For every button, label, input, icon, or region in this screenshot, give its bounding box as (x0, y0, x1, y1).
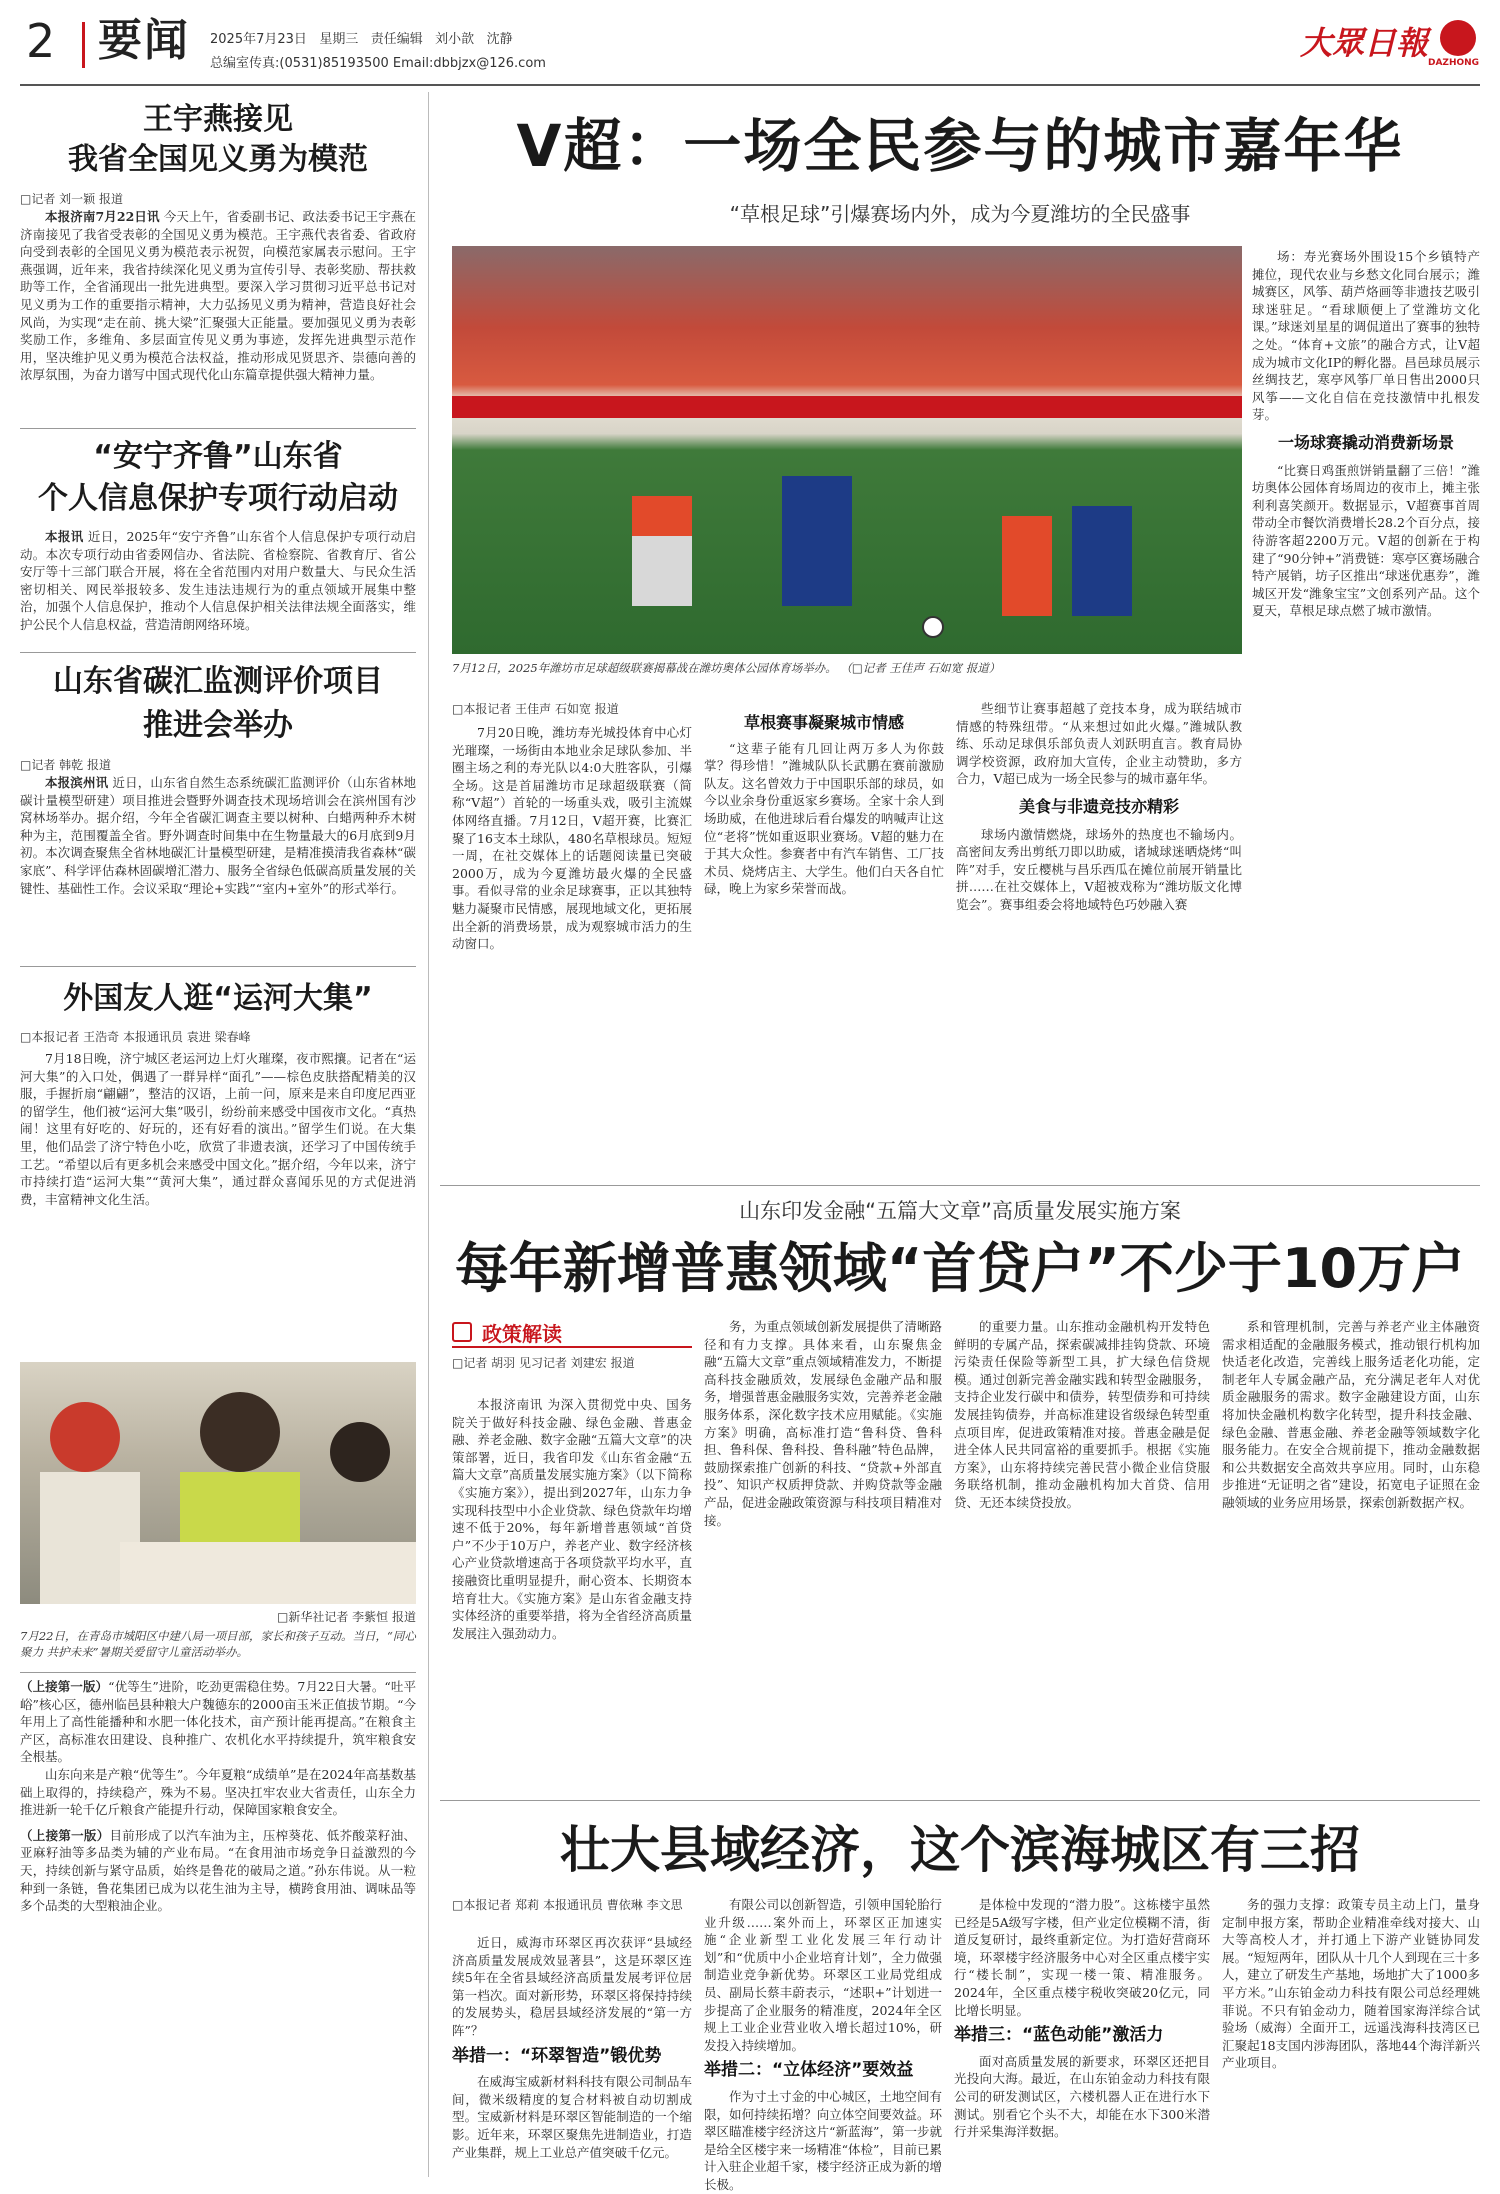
article-text-2: “比赛日鸡蛋煎饼销量翻了三倍！”潍坊奥体公园体育场周边的夜市上，摊主张利利喜笑颜开。数据显示，V超赛事首周带动全市餐饮消费增长28.2个百分点，接待游客超2200万元。V超的创新在于构建了“90分钟+”消费链：寒亭区赛场融合特产展销，坊子区推出“球迷优惠券”，潍城区开发“潍象宝宝”文创系列产品。这个夏天，草根足球点燃了城市激情。 (1252, 462, 1480, 619)
article-text: 的重要力量。山东推动金融机构开发特色鲜明的专属产品，探索碳减排挂钩贷款、环境污染责任保险等新型工具，扩大绿色信贷规模。通过创新完善金融实践和转型金融服务，支持企业发行碳中和债券，转型债券和可持续发展挂钩债券，并高标准建设省级绿色转型重点项目库，促进政策精准对接。普惠金融是促进全体人民共同富裕的重要抓手。根据《实施方案》，山东将持续完善民营小微企业信贷服务联络机制，推动金融机构加大首贷、信用贷、无还本续贷投放。 (954, 1319, 1210, 1510)
article-carbon-sink (20, 660, 416, 960)
photo-summer-children (20, 1362, 416, 1604)
issue-weekday: 星期三 (319, 32, 359, 47)
policy-tag-label: 政策解读 (482, 1322, 562, 1346)
section-title: 要闻 (98, 15, 190, 66)
section-subhead: 美食与非遗竞技亦精彩 (1018, 796, 1179, 816)
caption-text: 7月12日，2025年潍坊市足球超级联赛揭幕战在潍坊奥体公园体育场举办。 (452, 661, 837, 675)
article-text: 有限公司以创新智造，引领申国轮胎行业升级……案外而上，环翠区正加速实施“企业新型工业化发展三年行动计划”和“优质中小企业培育计划”，全力做强制造业竞争新优势。环翠区工业局党组成员、副局长蔡丰蔚表示，“述职+”计划进一步提高了企业服务的精准度，2024年全区规上工业企业营业收入增长超过10%，研发投入持续增加。 (704, 1897, 942, 2053)
photo-credit: □新华社记者 李紫恒 报道 (277, 1610, 416, 1624)
editor-name: 刘小歆 (435, 32, 475, 47)
article-body (20, 774, 416, 897)
continuation-head-2: （上接第一版） (20, 1827, 110, 1843)
policy-tag-icon (452, 1322, 472, 1342)
article-text: 本报济南讯 为深入贯彻党中央、国务院关于做好科技金融、绿色金融、普惠金融、养老金融、数字金融“五篇大文章”的决策部署，近日，我省印发《山东省金融“五篇大文章”高质量发展实施方案》（以下简称《实施方案》），提出到2027年，山东力争实现科技型中小企业贷款、绿色贷款年均增速不低于20%，每年新增普惠领域“首贷户”不少于10万户，养老产业、数字经济核心产业贷款增速高于各项贷款平均水平，直接融资比重明显提升，耐心资本、长期资本培育壮大。《实施方案》是山东省金融支持实体经济的重要举措，将为全省经济高质量发展注入强劲动力。 (452, 1397, 692, 1641)
article-title-line2: 推进会举办 (143, 708, 293, 743)
photo-stand-sign (452, 396, 1242, 418)
photo-figure-volunteer (200, 1392, 280, 1472)
article-text-2: 球场内激情燃烧，球场外的热度也不输场内。高密间友秀出剪纸刀即以助威，诸城球迷晒烧烤“叫阵”对手，安丘樱桃与昌乐西瓜在摊位前展开销量比拼……在社交媒体上，V超被戏称为“潍坊版文化博览会”。赛事组委会将地域特色巧妙融入赛 (956, 826, 1242, 912)
continuation-text-2: 山东向来是产粮“优等生”。今年夏粮“成绩单”是在2024年高基数基础上取得的，持续稳产，殊为不易。坚决扛牢农业大省责任，山东全力推进新一轮千亿斤粮食产能提升行动，保障国家粮食安全。 (20, 1766, 416, 1818)
continuation-text: “优等生”进阶，吃劲更需稳住势。7月22日大暑。“吐平峪”核心区，德州临邑县种粮大户魏德东的2000亩玉米正值拔节期。“今年用上了高性能播种和水肥一体化技术，亩产预计能再提高。”在粮食主产区，高标准农田建设、良种推广、农机化水平持续提升，筑牢粮食安全根基。 (20, 1679, 416, 1765)
finance-col3 (954, 1318, 1210, 1791)
left-column-divider (428, 92, 429, 2177)
divider (20, 652, 416, 653)
divider (440, 1185, 1480, 1186)
vchao-byline: □本报记者 王佳声 石如宽 报道 (452, 702, 619, 716)
article-byline: □记者 韩乾 报道 (20, 758, 111, 772)
logo-sub: DAZHONG (1428, 58, 1480, 68)
divider (440, 1800, 1480, 1801)
finance-col2 (704, 1318, 942, 1791)
vchao-col3 (956, 700, 1242, 1179)
article-canal-fair (20, 974, 416, 1354)
newspaper-logo (1300, 16, 1480, 72)
photo-player-red-2 (1002, 516, 1052, 616)
article-text: 近日，威海市环翠区再次获评“县域经济高质量发展成效显著县”，这是环翠区连续5年在全省县域经济高质量发展考评位居第一档次。面对新形势，环翠区将保持持续的发展势头，稳居县域经济发展的“第一方阵”？ (452, 1935, 692, 2038)
article-body (20, 1050, 416, 1208)
article-text: 近日，2025年“安宁齐鲁”山东省个人信息保护专项行动启动。本次专项行动由省委网信办、省法院、省检察院、省教育厅、省公安厅等十三部门联合开展，将在全省范围内对用户数量大、与民众生活密切相关、网民举报较多、发生违法违规行为的重点领域开展集中整治，加强个人信息保护，推动个人信息保护相关法律法规全面落实，维护公民个人信息权益，营造清朗网络环境。 (20, 529, 416, 632)
article-text: 务的强力支撑：政策专员主动上门，量身定制申报方案，帮助企业精准牵线对接大、山大等高校人才，并打通上下游产业链协同发展。“短短两年，团队从十几个人到现在三十多人，建立了研发生产基地，场地扩大了1000多平方米。”山东铂金动力科技有限公司总经理姚菲说。不只有铂金动力，随着国家海洋综合试验场（威海）全面开工，远遥浅海科技湾区已汇聚起18支国内涉海团队，落地44个海洋新兴产业项目。 (1222, 1897, 1480, 2071)
divider (20, 1672, 416, 1673)
page-number: 2 (26, 14, 56, 68)
finance-headline: 每年新增普惠领域“首贷户”不少于10万户 (454, 1237, 1466, 1300)
article-title-line1: “安宁齐鲁”山东省 (93, 439, 343, 474)
article-text: 7月20日晚，潍坊寿光城投体育中心灯光璀璨，一场街由本地业余足球队参加、半圈主场之利的寿光队以4:0大胜客队，引爆全场。这是首届潍坊市足球超级联赛（简称“V超”）首轮的一场重头戏，吸引主流媒体网络直播。7月12日，V超开赛，比赛汇聚了16支本土球队，480名草根球员。短短一周，在社交媒体上的话题阅读量已突破2000万，成为今夏潍坊最火爆的全民盛事。看似寻常的业余足球赛事，正以其独特魅力凝聚市民情感，展现地域文化，更拓展出全新的消费场景，成为观察城市活力的生动窗口。 (452, 725, 692, 952)
lead-subhead: “草根足球”引爆赛场内外，成为今夏潍坊的全民盛事 (729, 202, 1191, 226)
photo-credit-left (20, 1608, 416, 1628)
article-text: 场：寿光赛场外围设15个乡镇特产摊位，现代农业与乡愁文化同台展示；潍城赛区，风筝、葫芦烙画等非遗技艺吸引球迷驻足。“看球顺便上了堂潍坊文化课。”球迷刘星星的调侃道出了赛事的独特之处。“体育+文旅”的融合方式，让V超成为城市文化IP的孵化器。昌邑球员展示丝绸技艺，寒亭风筝厂单日售出2000只风筝——文化自信在竞技激情中扎根发芽。 (1252, 249, 1480, 423)
article-body (20, 208, 416, 384)
article-title-line1: 山东省碳汇监测评价项目 (53, 664, 383, 699)
article-lead: 本报滨州讯 (45, 775, 109, 790)
photo-table (120, 1542, 416, 1604)
photo-stadium-match (452, 246, 1242, 654)
article-text: 务，为重点领域创新发展提供了清晰路径和有力支撑。具体来看，山东聚焦金融“五篇大文章”重点领域精准发力，不断提高科技金融质效，发展绿色金融产品和服务，增强普惠金融服务实效，完善养老金融服务体系，深化数字技术应用赋能。《实施方案》明确，高标准打造“鲁科贷、鲁科担、鲁科保、鲁科投、鲁科融”特色品牌，鼓励探索推广创新的科技、“贷款+外部直投”、知识产权质押贷款、并购贷款等金融产品，促进金融政策资源与科技项目精准对接。 (704, 1319, 942, 1528)
measure-heading: 举措一：“环翠智造”锻优势 (452, 2045, 662, 2066)
measure-heading: 举措三：“蓝色动能”激活力 (954, 2025, 1164, 2046)
continuation-grain (20, 1678, 416, 2178)
photo-player-red (632, 496, 692, 606)
article-text-2: 在威海宝威新材料科技有限公司制品车间，微米级精度的复合材料被自动切割成型。宝威新材料是环翠区智能制造的一个缩影。近年来，环翠区聚焦先进制造业，打造产业集群，规上工业总产值突破千亿元。 (452, 2074, 692, 2160)
section-subhead: 草根赛事凝聚城市情感 (743, 713, 904, 732)
county-headline: 壮大县域经济，这个滨海城区有三招 (560, 1821, 1360, 1879)
article-text-2: 面对高质量发展的新要求，环翠区还把目光投向大海。最近，在山东铂金动力科技有限公司的研发测试区，六楼机器人正在进行水下测试。别看它个头不大，却能在水下300米潜行并采集海洋数据。 (954, 2053, 1210, 2140)
vchao-col1 (452, 724, 692, 1179)
county-col4 (1222, 1896, 1480, 2179)
divider (20, 966, 416, 967)
photo-figure-child (50, 1402, 120, 1472)
county-col2 (704, 1896, 942, 2192)
divider (20, 428, 416, 429)
lead-photo-caption (452, 660, 1242, 680)
county-col1 (452, 1934, 692, 2179)
photo-player-blue-2 (1072, 506, 1132, 616)
article-title-line1: 王宇燕接见 (143, 102, 293, 137)
masthead-date-line (210, 28, 513, 47)
measure-heading: 举措二：“立体经济”要效益 (704, 2060, 914, 2081)
article-text: 是体检中发现的“潜力股”。这栋楼宇虽然已经是5A级写字楼，但产业定位模糊不清，街道反复研讨，最终重新定位。为打造好营商环境，环翠楼宇经济服务中心对全区重点楼宇实行“楼长制”，实现一楼一策、精准服务。2024年，全区重点楼宇税收突破20亿元，同比增长明显。 (954, 1897, 1210, 2018)
policy-tag (452, 1318, 692, 1348)
vchao-col2 (704, 714, 944, 1179)
masthead (0, 0, 1500, 84)
article-text: 7月18日晚，济宁城区老运河边上灯火璀璨，夜市熙攘。记者在“运河大集”的入口处，偶遇了一群异样“面孔”——棕色皮肤搭配精美的汉服，手握折扇“翩翩”，整洁的汉语，上前一问，原来是来自印度尼西亚的留学生，他们被“运河大集”吸引，纷纷前来感受中国夜市文化。“真热闹！这里有好吃的、好玩的，还有好看的演出。”留学生们说。在大集里，他们品尝了济宁特色小吃，欣赏了非遗表演，还学习了中国传统手工艺。“希望以后有更多机会来感受中国文化。”据介绍，今年以来，济宁市持续打造“运河大集”“黄河大集”，通过群众喜闻乐见的方式促进消费，丰富精神文化生活。 (20, 1051, 416, 1207)
article-text: “这辈子能有几回让两万多人为你鼓掌？得珍惜！”潍城队队长武鹏在赛前激励队友。这名曾效力于中国职乐部的球员，如今以业余身份重返家乡赛场。全家十余人到场助威，在他进球后看台爆发的呐喊声让这位“老将”恍如重返职业赛场。V超的魅力在于其大众性。参赛者中有汽车销售、工厂技术员、烧烤店主、大学生。他们白天各自忙碌，晚上为家乡荣誉而战。 (704, 740, 944, 897)
finance-byline: □记者 胡羽 见习记者 刘建宏 报道 (452, 1356, 635, 1370)
article-lead: 本报讯 (45, 529, 84, 544)
editor-label: 责任编辑 (370, 32, 423, 47)
editor-name-2: 沈静 (486, 32, 513, 47)
finance-col1 (452, 1396, 692, 1791)
photo-player-blue (782, 476, 852, 606)
masthead-rule (20, 84, 1480, 86)
article-byline: □记者 刘一颖 报道 (20, 192, 123, 206)
photo-caption-left (20, 1628, 416, 1664)
article-text: 今天上午，省委副书记、政法委书记王宇燕在济南接见了我省受表彰的全国见义勇为模范。王宇燕代表省委、省政府向受到表彰的全国见义勇为模范表示祝贺，向模范家属表示慰问。王宇燕强调，近年来，我省持续深化见义勇为宣传引导、表彰奖励、帮扶救助等工作，全省涌现出一批先进典型。要深入学习贯彻习近平总书记对见义勇为工作的重要指示精神，大力弘扬见义勇为精神，营造良好社会风尚，为实现“走在前、挑大梁”汇聚强大正能量。要加强见义勇为表彰奖励工作，多维角、多层面宣传见义勇为事迹，发挥先进典型示范作用，坚决维护见义勇为模范合法权益，推动形成见贤思齐、崇德向善的浓厚氛围，为奋力谱写中国式现代化山东篇章提供强大精神力量。 (20, 209, 416, 383)
article-title: 外国友人逛“运河大集” (63, 981, 373, 1016)
article-hero-reception (20, 100, 416, 422)
article-title-line2: 我省全国见义勇为模范 (68, 142, 368, 177)
issue-date: 2025年7月23日 (210, 32, 307, 47)
article-text-2: 作为寸土寸金的中心城区，土地空间有限，如何持续拓增？向立体空间要效益。环翠区瞄准楼宇经济这片“新蓝海”，第一步就是给全区楼宇来一场精准“体检”，目前已累计入驻企业超千家，楼宇经济正成为新的增长极。 (704, 2088, 942, 2192)
continuation-text-3: 目前形成了以汽车油为主，压榨葵花、低芥酸菜籽油、亚麻籽油等多品类为辅的产业布局。“在食用油市场竞争日益激烈的今天，持续创新与紧守品质，始终是鲁花的破局之道。”孙东伟说。从一粒种到一条链，鲁花集团已成为以花生油为主导，横跨食用油、调味品等多个品类的大型粮油企业。 (20, 1827, 416, 1914)
article-text: 些细节让赛事超越了竞技本身，成为联结城市情感的特殊纽带。“从来想过如此火爆。”潍城队教练、乐动足球俱乐部负责人刘跃明直言。教育局协调学校资源，政府加大宣传，企业主动赞助，多方合力，V超已成为一场全民参与的城市嘉年华。 (956, 701, 1242, 787)
photo-ball (922, 616, 944, 638)
caption-text: 7月22日，在青岛市城阳区中建八局一项目部，家长和孩子互动。当日，“同心聚力 共护未来”暑期关爱留守儿童活动举办。 (20, 1629, 416, 1659)
article-body (20, 528, 416, 634)
vchao-col4 (1252, 248, 1480, 743)
logo-wordmark: 大眾日報 (1300, 24, 1429, 62)
article-text: 近日，山东省自然生态系统碳汇监测评价（山东省林地碳计量模型研建）项目推进会暨野外调查技术现场培训会在滨州国有沙窝林场举办。据介绍，今年全省碳汇调查主要以树种、白蜡两种乔木树种为主，范围覆盖全省。野外调查时间集中在生物量最大的6月底到9月初。本次调查聚焦全省林地碳汇计量模型研建，是精准摸清我省森林“碳家底”、科学评估森林固碳增汇潜力、服务全省绿色低碳高质量发展的关键性、基础性工作。会议采取“理论+实践”“室内+室外”的形式举行。 (20, 775, 416, 896)
section-subhead: 一场球赛撬动消费新场景 (1277, 432, 1454, 452)
article-title-line2: 个人信息保护专项行动启动 (38, 481, 398, 516)
finance-col4 (1222, 1318, 1480, 1791)
county-byline: □本报记者 郑莉 本报通讯员 曹依琳 李文思 (452, 1898, 683, 1912)
masthead-divider (82, 22, 85, 68)
masthead-hotline: 总编室传真:(0531)85193500 Email:dbbjzx@126.com (210, 56, 546, 71)
finance-kicker: 山东印发金融“五篇大文章”高质量发展实施方案 (739, 1199, 1181, 1223)
photo-figure-child-right (330, 1422, 390, 1482)
logo-emblem-icon (1440, 20, 1476, 56)
article-byline: □本报记者 王浩奇 本报通讯员 袁进 梁春峰 (20, 1030, 251, 1044)
article-privacy-campaign (20, 436, 416, 646)
article-lead: 本报济南7月22日讯 (45, 209, 160, 224)
continuation-head: （上接第一版） (20, 1679, 109, 1694)
county-col3 (954, 1896, 1210, 2179)
lead-headline: V超：一场全民参与的城市嘉年华 (516, 112, 1404, 180)
article-text: 系和管理机制，完善与养老产业主体融资需求相适配的金融服务模式，推动银行机构加快适老化改造，完善线上服务适老化功能，定制老年人专属金融产品，充分满足老年人对优质金融服务的需求。数字金融建设方面，山东将加快金融机构数字化转型，提升科技金融、绿色金融、普惠金融、养老金融等领域数字化服务能力。在安全合规前提下，推动金融数据和公共数据安全高效共享应用。同时，山东稳步推进“无证明之省”建设，拓宽电子证照在金融领域的业务应用场景，探索创新数据产权。 (1222, 1319, 1480, 1510)
photo-credit: （□记者 王佳声 石如宽 报道） (840, 661, 1001, 675)
